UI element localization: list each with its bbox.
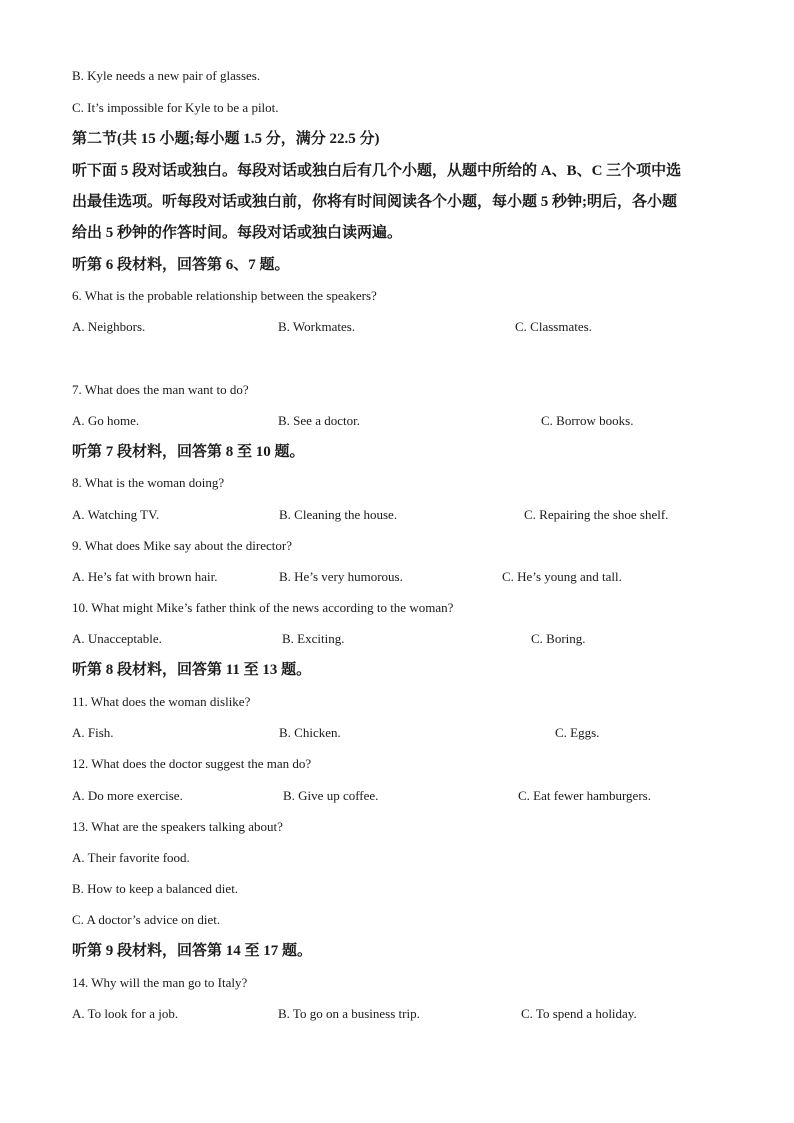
- group-heading: 听第 7 段材料，回答第 8 至 10 题。: [72, 444, 305, 460]
- option-a: A. Unacceptable.: [72, 631, 162, 646]
- option-c: C. Classmates.: [515, 319, 592, 334]
- option-c: C. Eat fewer hamburgers.: [518, 788, 651, 803]
- option-b: B. Chicken.: [279, 725, 341, 740]
- option-c: C. Boring.: [531, 631, 586, 646]
- instructions-line: 听下面 5 段对话或独白。每段对话或独白后有几个小题，从题中所给的 A、B、C 三个项中选: [72, 163, 682, 179]
- question-text: 12. What does the doctor suggest the man do?: [72, 756, 312, 771]
- instructions-line: 出最佳选项。听每段对话或独白前，你将有时间阅读各个小题，每小题 5 秒钟;明后，各小题: [72, 194, 677, 210]
- group-heading: 听第 8 段材料，回答第 11 至 13 题。: [72, 662, 312, 678]
- option-line: B. Kyle needs a new pair of glasses.: [72, 68, 261, 83]
- group-heading: 听第 9 段材料，回答第 14 至 17 题。: [72, 943, 313, 959]
- option-a: A. Go home.: [72, 413, 140, 428]
- option-a: A. To look for a job.: [72, 1006, 179, 1021]
- instructions-line: 给出 5 秒钟的作答时间。每段对话或独白读两遍。: [72, 225, 403, 241]
- option-line: C. It’s impossible for Kyle to be a pilot.: [72, 100, 279, 115]
- option-c: C. Borrow books.: [541, 413, 634, 428]
- option-b: B. Cleaning the house.: [279, 507, 398, 522]
- option-a: A. Do more exercise.: [72, 788, 183, 803]
- option-b: B. He’s very humorous.: [279, 569, 403, 584]
- option-c: C. A doctor’s advice on diet.: [72, 912, 221, 927]
- group-heading: 听第 6 段材料，回答第 6、7 题。: [72, 257, 290, 273]
- question-text: 6. What is the probable relationship between the speakers?: [72, 288, 377, 303]
- option-b: B. Exciting.: [282, 631, 345, 646]
- option-a: A. Their favorite food.: [72, 850, 190, 865]
- question-text: 8. What is the woman doing?: [72, 475, 225, 490]
- option-a: A. He’s fat with brown hair.: [72, 569, 218, 584]
- option-b: B. How to keep a balanced diet.: [72, 881, 239, 896]
- section-title: 第二节(共 15 小题;每小题 1.5 分，满分 22.5 分): [72, 131, 380, 147]
- question-text: 7. What does the man want to do?: [72, 382, 249, 397]
- option-c: C. Eggs.: [555, 725, 600, 740]
- option-c: C. He’s young and tall.: [502, 569, 622, 584]
- question-text: 14. Why will the man go to Italy?: [72, 975, 248, 990]
- option-c: C. Repairing the shoe shelf.: [524, 507, 669, 522]
- option-b: B. To go on a business trip.: [278, 1006, 420, 1021]
- option-a: A. Watching TV.: [72, 507, 160, 522]
- option-a: A. Fish.: [72, 725, 114, 740]
- question-text: 13. What are the speakers talking about?: [72, 819, 283, 834]
- option-b: B. Workmates.: [278, 319, 356, 334]
- question-text: 9. What does Mike say about the director?: [72, 538, 292, 553]
- question-text: 11. What does the woman dislike?: [72, 694, 251, 709]
- option-c: C. To spend a holiday.: [521, 1006, 637, 1021]
- option-a: A. Neighbors.: [72, 319, 146, 334]
- option-b: B. Give up coffee.: [283, 788, 379, 803]
- option-b: B. See a doctor.: [278, 413, 360, 428]
- question-text: 10. What might Mike’s father think of the news according to the woman?: [72, 600, 454, 615]
